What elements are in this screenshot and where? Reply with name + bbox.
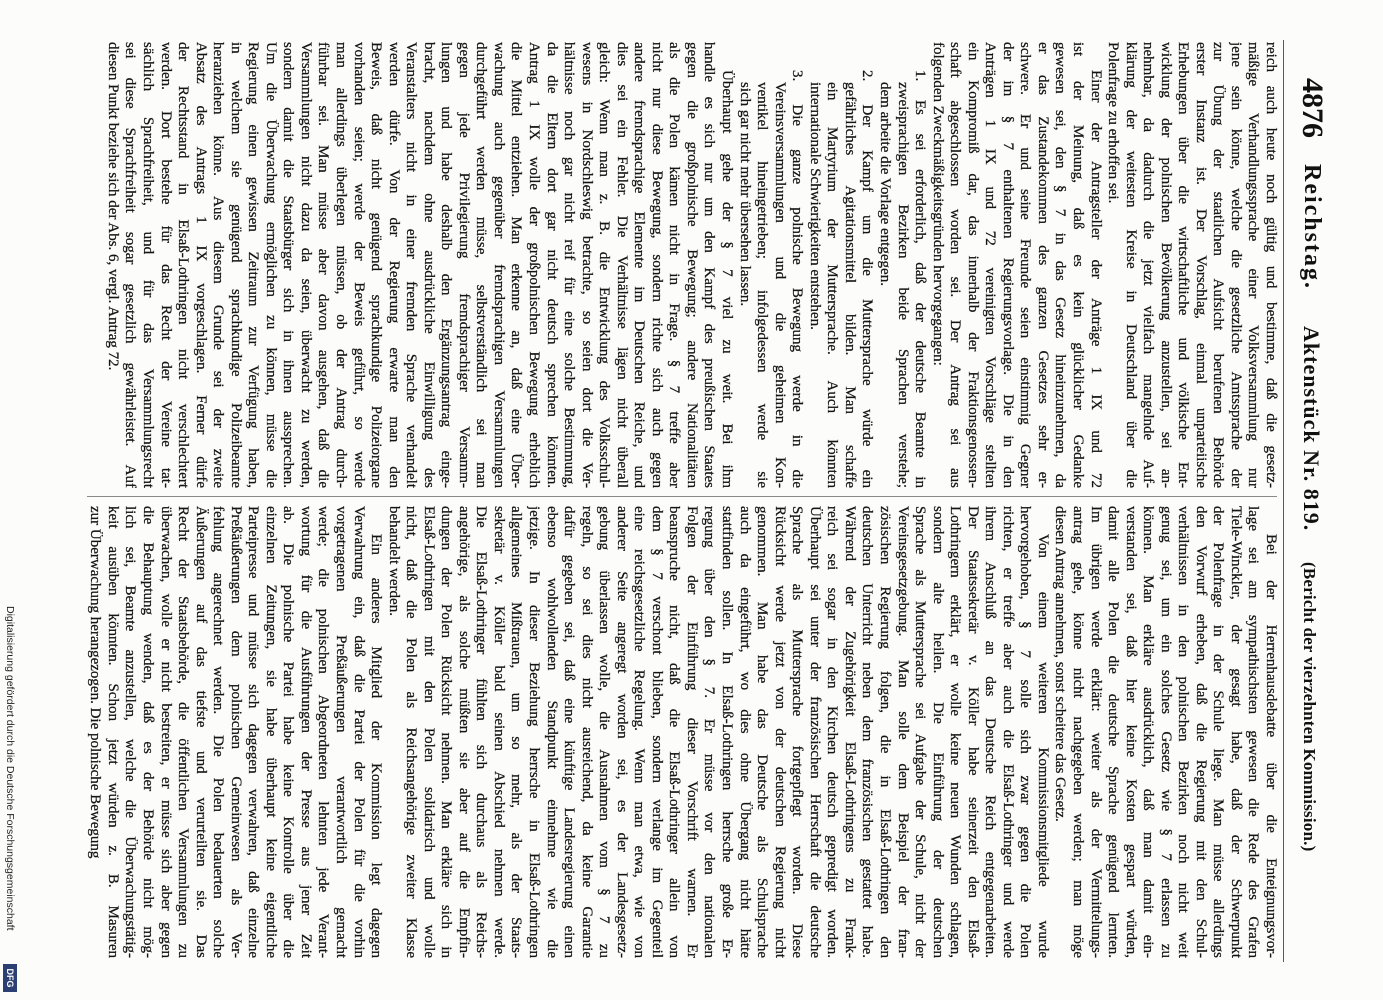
text-line: jetzige. In dieser Beziehung herrsche in Elsaß-Lothringen <box>526 506 543 958</box>
text-line: wachung auch gegenüber fremdsprachigen Versammlungen <box>490 42 507 488</box>
text-line: mäßige Verhandlungssprache einer Volksversammlung nur <box>1245 42 1262 488</box>
list-number: 1. <box>912 70 929 82</box>
text-line: zösischen Regierung folgen, die in Elsaß-Lothringen den <box>876 506 893 958</box>
text-line: heranziehen könne. Aus diesem Grunde sei der zweite <box>210 42 227 488</box>
text-line: die Behauptung wenden, daß es der Behörde nicht mög- <box>140 506 156 958</box>
text-line: Ein anderes Mitglied der Kommission legt dagegen <box>368 534 385 958</box>
text-line: zur Übung der staatlichen Aufsicht berufenen Behörde <box>1210 42 1227 488</box>
text-line: fehlung angerechnet werden. Die Polen bedauerten solche <box>210 506 227 958</box>
text-line-content: Der Kampf um die Muttersprache würde ein <box>859 104 876 488</box>
text-line: regung über den § 7. Er müsse vor den nationalen <box>701 506 718 958</box>
paragraph <box>928 42 1103 488</box>
text-line-content: Die ganze polnische Bewegung werde in die <box>789 104 806 488</box>
text-line: keit ausüben könnten. Schon jetzt würden z. B. Masuren <box>104 506 121 958</box>
text-line: ist der Meinung, daß es kein glücklicher Gedanke <box>1069 42 1086 488</box>
text-line: einzelnen Zeitungen, sie habe überhaupt keine eigentliche <box>262 506 279 958</box>
text-line: durchgeführt werden müsse, selbstverständlich sei man <box>473 42 490 488</box>
text-line: Verwahrung ein, daß die Partei der Polen für die vorhin <box>350 506 367 958</box>
text-column-left <box>103 42 1279 488</box>
text-line: reich sei sogar in den Kirchen deutsch gepredigt worden. <box>824 506 841 958</box>
text-line: der Polenfrage in der Schule liege. Man müsse allerdings <box>1210 506 1227 958</box>
text-line: Tiele-Winckler, der gesagt habe, daß der Schwerpunkt <box>1227 506 1244 958</box>
text-line: nicht nur diese Bewegung, sondern richte sich auch gegen <box>648 42 665 488</box>
text-line: schaft abgeschlossen worden sei. Der Antrag sei aus <box>947 42 964 488</box>
text-line: eine reichsgesetzliche Regelung. Wenn man etwa, wie von <box>631 506 648 958</box>
text-line: in welchem sie genügend sprachkundige Polizeibeamte <box>227 42 244 488</box>
text-line: gebung überlassen wolle, die Ausnahmen vom § 7 zu <box>596 506 613 958</box>
text-line: als die Polen kämen nicht in Frage. § 7 treffe aber <box>666 42 683 488</box>
text-line: Polenfrage zu erhoffen sei. <box>1105 42 1122 204</box>
text-line: werde; die polnischen Abgeordneten lehnten jede Verant- <box>315 506 332 958</box>
text-line: internationale Schwierigkeiten entstehen. <box>806 82 823 330</box>
section-subtitle: (Bericht der vierzehnten Kommission.) <box>1300 562 1319 852</box>
text-line: zur Überwachung herangezogen. Die polnische Bewegung <box>87 506 104 859</box>
paragraph <box>384 506 1051 958</box>
text-line: genug sei, um ein solches Gesetz wie § 7 erlassen zu <box>1157 506 1174 958</box>
text-line: lich sei, Beamte anzustellen, welche die Überwachungstätig- <box>122 506 139 958</box>
text-line: schwere. Er und seine Freunde seien einstimmig Gegner <box>1017 42 1034 488</box>
running-title: Reichstag. <box>1299 164 1325 290</box>
text-line: da die Eltern dort gar nicht deutsch sprechen könnten. <box>543 42 560 488</box>
text-line: gefährliches Agitationsmittel bilden. Man schaffe <box>841 82 858 488</box>
text-line: Elsaß-Lothringen mit den Polen solidarisch und wolle <box>420 506 437 958</box>
text-line: ein Kompromiß dar, das innerhalb der Fraktionsgenossen- <box>964 42 981 488</box>
text-line <box>788 70 806 488</box>
text-line: werden dürfe. Von der Regierung erwarte man den <box>385 42 402 488</box>
text-line: lage sei am sympathischsten gewesen die Rede des Grafen <box>1245 506 1262 958</box>
paragraph <box>86 506 384 958</box>
text-line: Die Elsaß-Lothringer fühlten sich durchaus als Reichs- <box>473 506 490 958</box>
text-line: Antrag 1 IX wolle der großpolnischen Bewegung erheblich <box>526 42 543 488</box>
text-line: Folgen der Einführung dieser Vorschrift warnen. Er <box>683 506 700 958</box>
text-line-content: Es sei erforderlich, daß der deutsche Beamte in <box>912 99 929 488</box>
text-line: hervorgehoben, § 7 solle sich zwar gegen die Polen <box>1017 506 1034 958</box>
document-number: Aktenstück Nr. 819. <box>1299 326 1324 532</box>
text-line: beanspruche nicht, daß die Elsaß-Lothringer allein von <box>666 506 683 958</box>
list-number: 2. <box>859 70 876 82</box>
text-line: er das Zustandekommen des ganzen Gesetzes sehr er- <box>1034 42 1051 488</box>
text-line: überwachen, wolle er nicht bestreiten, er müsse sich aber gegen <box>157 506 174 958</box>
text-line: sondern alte heilen. Die Einführung der deutschen <box>929 506 946 958</box>
text-line: werden. Dort bestehe für das Recht der Vereine tat- <box>157 42 174 488</box>
text-line: ventikel hineingetrieben; infolgedessen werde sie <box>754 82 771 488</box>
text-line: Parteipresse und müsse sich dagegen verwahren, daß einzelne <box>245 506 262 958</box>
text-line: man allerdings überlegen müssen, ob der Antrag durch- <box>333 42 350 488</box>
text-line: auch da eingeführt, wo dies ohne Übergang nicht hätte <box>736 506 753 958</box>
text-line: Einer der Antragsteller der Anträge 1 IX und 72 <box>1087 70 1104 488</box>
text-line: Erhebungen über die wirtschaftliche und völkische Ent- <box>1175 42 1192 488</box>
text-line: handle es sich nur um den Kampf des preußischen Staates <box>701 42 718 488</box>
paragraph <box>103 42 735 488</box>
text-line: Äußerungen auf das tiefste und verurteilten sie. Das <box>192 506 209 958</box>
text-line: allgemeines Mißtrauen, um so mehr, als der Staats- <box>508 506 525 958</box>
text-line: ebenso wohlwollenden Standpunkt einnehme wie die <box>543 506 560 958</box>
text-line: wicklung der polnischen Bevölkerung anzustellen, sei an- <box>1157 42 1174 488</box>
text-line: dies sei ein Fehler. Die Verhältnisse lägen nicht überall <box>613 42 630 488</box>
text-line: Während der Zugehörigkeit Elsaß-Lothringens zu Frank- <box>841 506 858 958</box>
text-line: lungen und habe deshalb den Ergänzungsantrag einge- <box>438 42 455 488</box>
text-line: Versammlungen nicht dazu da seien, überwacht zu werden, <box>297 42 314 488</box>
text-line <box>911 70 929 488</box>
text-line: andere fremdsprachige Elemente im Deutschen Reiche, und <box>631 42 648 488</box>
text-line: Der Staatssekretär v. Köller habe seinerzeit den Elsaß- <box>964 506 981 958</box>
text-line: dungen der Polen Rücksicht nehmen. Man erkläre sich in <box>438 506 455 958</box>
page-number: 4876 <box>1296 78 1329 138</box>
text-line: sich gar nicht mehr übersehen lassen. <box>736 82 753 307</box>
text-line: gleich: Wenn man z. B. die Entwicklung des Volksschul- <box>596 42 613 488</box>
text-line: angehörige, als solche müßten sie aber auf die Empfin- <box>455 506 472 958</box>
text-line: Überhaupt sei unter der französischen Herrschaft die deutsche <box>806 506 823 958</box>
text-line: Preßäußerungen dem polnischen Gemeinwesen als Ver- <box>227 506 244 958</box>
text-line: Absatz des Antrags 1 IX vorgeschlagen. Ferner dürfe <box>192 42 209 488</box>
text-line: Bei der Herrenhausdebatte über die Enteignungsvor- <box>1263 534 1279 958</box>
page-header <box>1287 0 1333 1000</box>
text-line: nehmbar, da dadurch die jetzt vielfach mangelnde Auf- <box>1140 42 1157 488</box>
text-line: regeln, so sei dies nicht ausreichend, da keine Garantie <box>578 506 595 958</box>
text-line: diesen Antrag annehmen, sonst scheitere das Gesetz. <box>1052 506 1069 822</box>
text-line: Veranstalters nicht in einer fremden Sprache verhandelt <box>403 42 420 488</box>
text-line: richten, er treffe aber auch die Elsaß-Lothringer und werde <box>999 506 1016 958</box>
text-line: zweisprachigen Bezirken beide Sprachen verstehe; <box>894 82 911 488</box>
text-line: deutschen Unterricht neben dem französischen gestattet habe. <box>859 506 876 958</box>
text-line: stattfinden sollen. In Elsaß-Lothringen herrsche große Er- <box>719 506 736 958</box>
text-line: erster Instanz ist. Der Vorschlag, einmal unparteiische <box>1192 42 1209 488</box>
text-column-right <box>86 506 1279 958</box>
text-line: damit alle Polen die deutsche Sprache genügend lernten. <box>1105 506 1122 958</box>
text-line: ab. Die polnische Partei habe keine Kontrolle über die <box>280 506 297 958</box>
text-line: führbar sei. Man müsse aber davon ausgehen, daß die <box>315 42 332 488</box>
text-line: wortung für die Ausführungen der Presse aus jener Zeit <box>297 506 314 958</box>
text-line: Recht der Staatsbehörde, die öffentlichen Versammlungen zu <box>175 506 192 958</box>
list-item <box>735 42 805 488</box>
text-line: jene sein könne, welche die gesetzliche Amtssprache der <box>1227 42 1244 488</box>
text-line: sondern damit die Staatsbürger sich in ihnen aussprechen. <box>280 42 297 488</box>
text-line: reich auch heute noch gültig und bestimme, daß die gesetz- <box>1263 42 1279 488</box>
text-line: dem § 7 verschont blieben, sondern verlange im Gegenteil <box>648 506 665 958</box>
text-line: vorgetragenen Preßäußerungen verantwortlich gemacht <box>333 506 350 958</box>
text-line: vorhanden seien; werde der Beweis geführt, so werde <box>350 42 367 488</box>
text-line: der im § 7 enthaltenen Regierungsvorlage. Die in den <box>999 42 1016 488</box>
text-line <box>858 70 876 488</box>
dfg-logo: DFG <box>3 964 17 992</box>
text-line: Sprache als Muttersprache sei Aufgabe der Schule, nicht der <box>912 506 929 958</box>
text-line: dem arbeite die Vorlage entgegen. <box>876 82 893 286</box>
text-line: diesen Punkt beziehe sich der Abs. 6, vergl. Antrag 72. <box>104 42 121 371</box>
text-line: wesens in Nordschleswig betrachte, so seien dort die Ver- <box>578 42 595 488</box>
text-line: Beweis, daß nicht genügend sprachkundige Polizeiorgane <box>368 42 385 488</box>
text-line: antrag gehe, könne nicht nachgegeben werden; man möge <box>1069 506 1086 958</box>
text-line: gegen jede Privilegierung fremdsprachiger Versamm- <box>455 42 472 488</box>
list-item <box>805 42 875 488</box>
text-line: den Vorwurf erheben, daß die Regierung mit den Schul- <box>1192 506 1209 958</box>
text-line: ihrem Anschluß an das Deutsche Reich entgegenarbeiten. <box>982 506 999 958</box>
paragraph <box>1104 42 1279 488</box>
text-line: der Rechtsstand in Elsaß-Lothringen nicht verschlechtert <box>175 42 192 488</box>
text-line: ein Martyrium der Muttersprache. Auch könnten <box>824 82 841 488</box>
text-line: folgenden Zweckmäßigkeitsgründen hervorgegangen: <box>929 42 946 366</box>
text-line: genommen. Man habe das Deutsche als Schulsprache <box>754 506 771 958</box>
text-line: die Mittel entziehen. Man erkenne an, daß eine Über- <box>508 42 525 488</box>
text-line: Von einem weiteren Kommissionsmitgliede wurde <box>1034 534 1051 958</box>
text-line: sächlich Sprachfreiheit, und für das Versammlungsrecht <box>140 42 156 488</box>
text-line: Vereinsversammlungen und die geheimen Kon- <box>771 82 788 488</box>
text-line: verhältnissen in den polnischen Bezirken noch nicht weit <box>1175 506 1192 958</box>
text-line: Vereinsgesetzgebung. Man solle dem Beispiel der fran- <box>894 506 911 958</box>
text-line: anderer Seite angeregt worden sei, es der Landesgesetz- <box>613 506 630 958</box>
text-line: nicht, daß die Polen als Reichsangehörige zweiter Klasse <box>403 506 420 958</box>
text-line: verstanden sei, daß hier keine Kosten gespart würden, <box>1122 506 1139 958</box>
text-line: Um die Überwachung ermöglichen zu können, müsse die <box>262 42 279 488</box>
header-rule <box>1283 40 1284 962</box>
text-line: gewesen sei, den § 7 in das Gesetz hineinzunehmen, da <box>1052 42 1069 488</box>
text-line: dafür gegeben sei, daß eine künftige Landesregierung einen <box>561 506 578 958</box>
text-line: sei diese Sprachfreiheit sogar gesetzlich gewährleistet. Auf <box>122 42 139 488</box>
text-line: Rücksicht werde jetzt von der deutschen Regierung nicht <box>771 506 788 958</box>
text-line: sekretär v. Köller bald seinen Abschied nehmen werde. <box>490 506 507 958</box>
text-line: behandelt werden. <box>385 506 402 616</box>
list-number: 3. <box>789 70 806 82</box>
text-line: hältnisse noch gar nicht reif für eine solche Bestimmung, <box>561 42 578 488</box>
text-line: Regierung einen gewissen Zeitraum zur Verfügung haben, <box>245 42 262 488</box>
text-line: können. Man erkläre ausdrücklich, daß man damit ein- <box>1140 506 1157 958</box>
funding-notice: Digitalisierung gefördert durch die Deutsche Forschungsgemeinschaft <box>4 606 16 931</box>
paragraph <box>1051 506 1279 958</box>
text-line: Sprache als Muttersprache fortgepflegt worden. Diese <box>789 506 806 958</box>
text-line: Lothringern erklärt, er wolle keine neuen Wunden schlagen, <box>947 506 964 958</box>
list-item <box>875 42 928 488</box>
text-line: gegen die großpolnische Bewegung; andere Nationalitäten <box>683 42 700 488</box>
text-line: Überhaupt gehe der § 7 viel zu weit. Bei ihm <box>719 70 736 488</box>
text-line: Im übrigen werde erklärt: weiter als der Vermittelungs- <box>1087 506 1104 958</box>
text-line: bracht, nachdem ohne ausdrückliche Einwilligung des <box>420 42 437 488</box>
text-line: klärung der weitesten Kreise in Deutschland über die <box>1122 42 1139 488</box>
text-line: Anträgen 1 IX und 72 vereinigten Vorschläge stellten <box>982 42 999 488</box>
column-rule <box>87 496 1277 497</box>
